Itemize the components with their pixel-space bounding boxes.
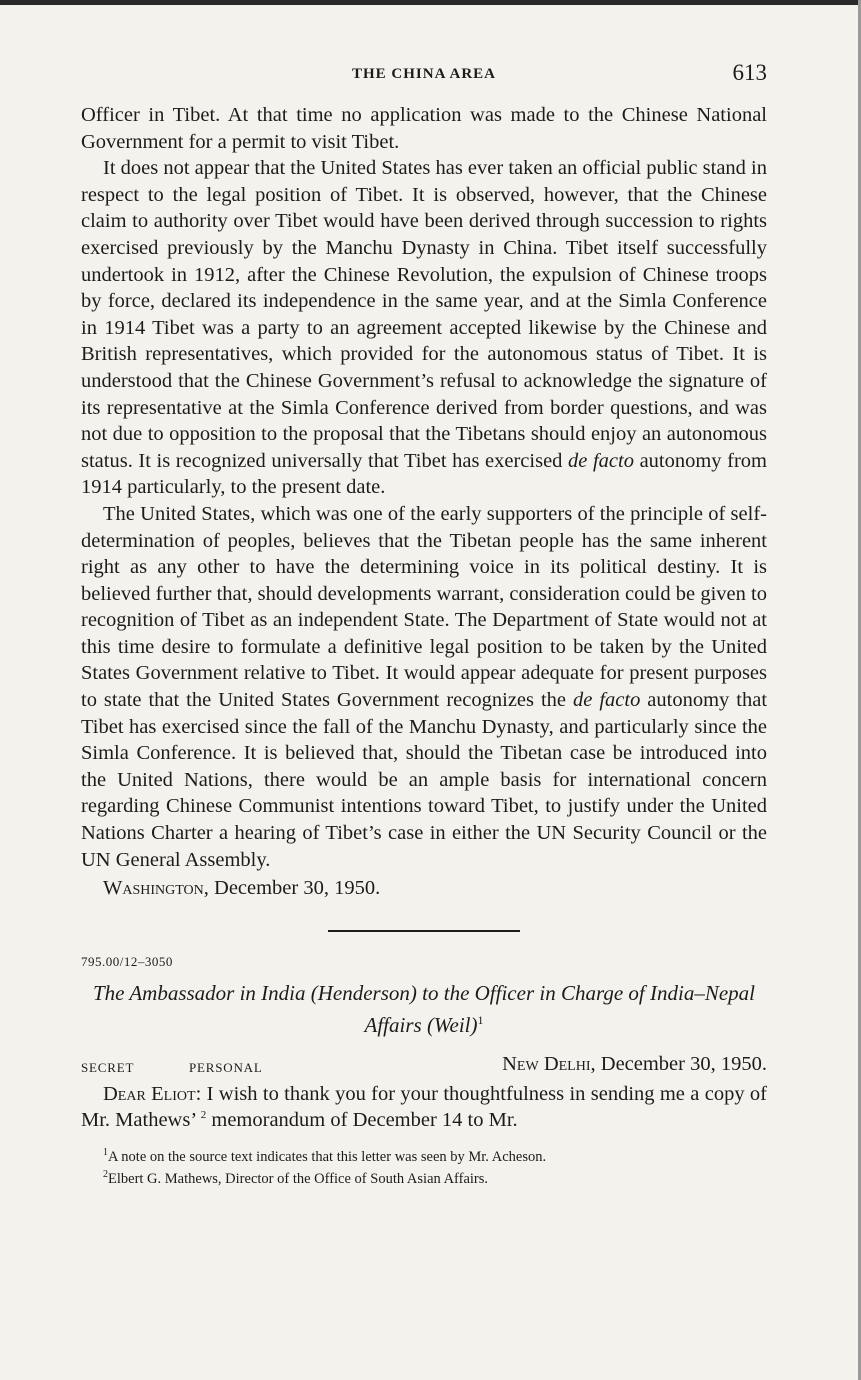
- paragraph-3: The United States, which was one of the early supporters of the principle of self-determination of peoples, believes that the Tibetan people has the same inherent right as any other to have the determining voice in its political destiny. It is believed further that, should developments warrant, consideration could be given to recognition of Tibet as an independent State. The Department of State would not at this time desire to formulate a definitive legal position to be taken by the United States Government relative to Tibet. It would appear adequate for present purposes to state that the United States Government recognizes the de facto autonomy that Tibet has exercised since the fall of the Manchu Dynasty, and particularly since the Simla Conference. It is believed that, should the Tibetan case be introduced into the United Nations, there would be an ample basis for international concern regarding Chinese Communist intentions toward Tibet, to justify under the United Nations Charter a hearing of Tibet’s case in either the UN Security Council or the UN General Assembly.: [81, 502, 768, 871]
- de-facto-term: de facto: [573, 689, 641, 712]
- footnote-ref-2: 2: [200, 1109, 207, 1122]
- signature-place: Washington: [103, 877, 204, 900]
- de-facto-term: de facto: [568, 449, 634, 472]
- signature-line: [103, 875, 767, 902]
- letter-paragraph: Dear Eliot: I wish to thank you for your thoughtfulness in sending me a copy of Mr. Mathews’ $^2$ memorandum of December 14 to Mr.: [81, 1082, 767, 1132]
- document-heading: The Ambassador in India (Henderson) to the Officer in Charge of India–Nepal Affairs (Weil)$^1$: [92, 980, 756, 1037]
- place-date: [502, 1053, 767, 1076]
- classification-secret: SECRET: [81, 1059, 135, 1075]
- date: , December 30, 1950.: [590, 1052, 767, 1075]
- salutation: Dear Eliot: [103, 1082, 196, 1105]
- footnote-ref-1: 1: [477, 1012, 484, 1027]
- book-page: [81, 58, 767, 1188]
- dateline: [81, 1053, 767, 1081]
- page-number: 613: [732, 60, 767, 85]
- page-header: [81, 58, 767, 102]
- file-number: 795.00/12–3050: [81, 953, 173, 969]
- place: New Delhi: [502, 1052, 591, 1075]
- paragraph-2: It does not appear that the United States has ever taken an official public stand in respect to the legal position of Tibet. It is observed, however, that the Chinese claim to authority over Tibet would have been derived through succession to rights exercised previously by the Manchu Dynasty in China. Tibet itself successfully undertook in 1912, after the Chinese Revolution, the expulsion of Chinese troops by force, declared its independence in the same year, and at the Simla Conference in 1914 Tibet was a party to an agreement accepted likewise by the Chinese and British representatives, which provided for the autonomous status of Tibet. It is understood that the Chinese Government’s refusal to acknowledge the signature of its representative at the Simla Conference derived from border questions, and was not due to opposition to the proposal that the Tibetans should enjoy an autonomous status. It is recognized universally that Tibet has exercised de facto autonomy from 1914 particularly, to the present date.: [81, 157, 768, 499]
- body-text: [81, 102, 767, 902]
- classification-personal: PERSONAL: [189, 1059, 263, 1075]
- footnotes: [81, 1144, 767, 1188]
- letter-body: [81, 1081, 767, 1134]
- page-top-edge: [0, 0, 861, 5]
- footnote-1: $^1$A note on the source text indicates that this letter was seen by Mr. Acheson.: [103, 1147, 547, 1165]
- section-divider: [328, 930, 520, 932]
- paragraph-1: Officer in Tibet. At that time no application was made to the Chinese National Government for a permit to visit Tibet.: [81, 104, 767, 153]
- running-head: THE CHINA AREA: [351, 66, 497, 82]
- footnote-2: $^2$Elbert G. Mathews, Director of the Office of South Asian Affairs.: [103, 1168, 489, 1187]
- signature-date: , December 30, 1950.: [203, 877, 381, 900]
